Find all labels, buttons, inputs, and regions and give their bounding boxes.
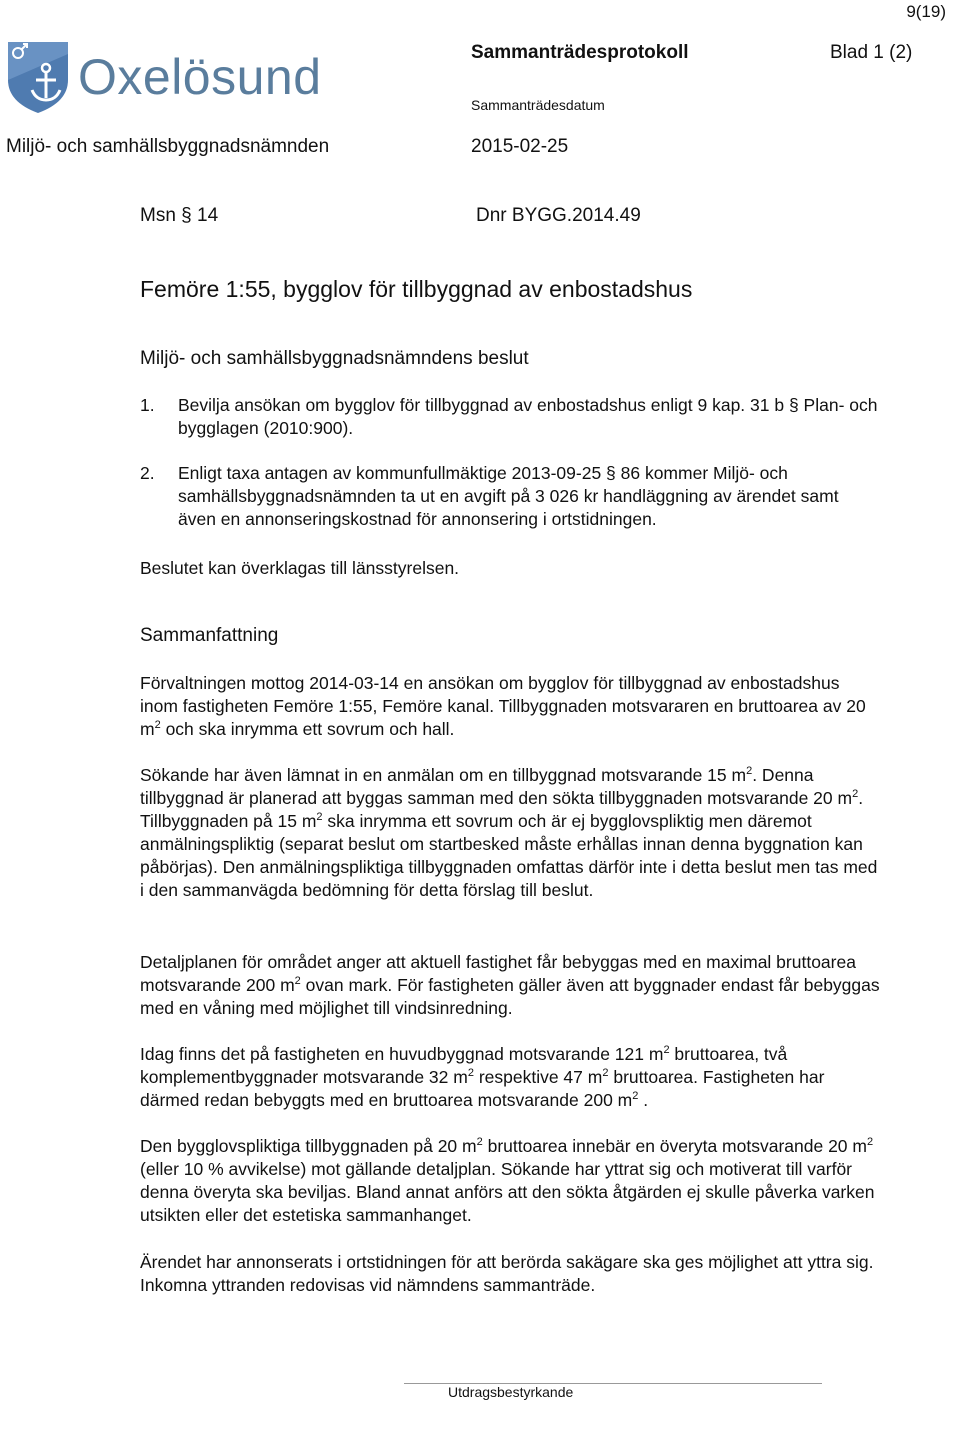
decision-item-text: Enligt taxa antagen av kommunfullmäktige 2013-09-25 § 86 kommer Miljö- och samhällsbyggnadsnämnden ta ut en avgift på 3 026 kr handläggning av ärendet samt även en annonseringskostnad för annonsering i ortstidningen. [178,463,839,529]
certification-label: Utdragsbestyrkande [448,1384,574,1400]
decision-list [140,394,880,553]
committee-name: Miljö- och samhällsbyggnadsnämnden [6,136,330,157]
document-type: Sammanträdesprotokoll [471,42,689,63]
case-number: Dnr BYGG.2014.49 [476,205,641,226]
coat-of-arms-icon [6,40,76,115]
decision-item [140,462,880,531]
summary-paragraph: Ärendet har annonserats i ortstidningen för att berörda sakägare ska ges möjlighet att yttra sig. Inkomna yttranden redovisas vid nämndens sammanträde. [140,1252,874,1295]
summary-paragraph: Detaljplanen för området anger att aktuell fastighet får bebyggas med en maximal bruttoarea motsvarande 200 $m^2$ ovan mark. För fastigheten gäller även att byggnader endast får bebyggas med en våning med möjlighet till vindsinredning. [140,952,880,1018]
summary-heading: Sammanfattning [140,625,279,646]
page-number: 9(19) [906,2,946,21]
decision-heading: Miljö- och samhällsbyggnadsnämndens beslut [140,348,529,369]
appeal-note: Beslutet kan överklagas till länsstyrelsen. [140,558,460,578]
case-title: Femöre 1:55, bygglov för tillbyggnad av enbostadshus [140,276,693,302]
decision-item [140,394,880,440]
summary-paragraph: Idag finns det på fastigheten en huvudbyggnad motsvarande 121 $m^2$ bruttoarea, två komplementbyggnader motsvarande 32 $m^2$ respektive 47 $m^2$ bruttoarea. Fastigheten har därmed redan bebyggts med en bruttoarea motsvarande 200 $m^2$ . [140,1044,825,1110]
paragraph-reference: Msn § 14 [140,205,219,226]
decision-item-number: 2. [140,463,155,483]
summary-paragraph: Förvaltningen mottog 2014-03-14 en ansökan om bygglov för tillbyggnad av enbostadshus inom fastigheten Femöre 1:55, Femöre kanal. Tillbyggnaden motsvararen en bruttoarea av 20 $m^2$ och ska inrymma ett sovrum och hall. [140,673,866,739]
decision-item-text: Bevilja ansökan om bygglov för tillbyggnad av enbostadshus enligt 9 kap. 31 b § Plan- och bygglagen (2010:900). [178,395,878,438]
logo-wordmark: Oxelösund [78,49,322,105]
sheet-number: Blad 1 (2) [830,42,913,63]
decision-item-number: 1. [140,395,155,415]
meeting-date: 2015-02-25 [471,136,569,157]
meeting-date-label: Sammanträdesdatum [471,97,605,113]
summary-paragraph: Den bygglovspliktiga tillbyggnaden på 20 $m^2$ bruttoarea innebär en överyta motsvarande 20 $m^2$ (eller 10 % avvikelse) mot gällande detaljplan. Sökande har yttrat sig och motiverat till varför denna överyta ska beviljas. Bland annat anförs att den sökta åtgärden ej skulle påverka varken utsikten eller det estetiska sammanhanget. [140,1136,875,1225]
summary-paragraph: Sökande har även lämnat in en anmälan om en tillbyggnad motsvarande 15 $m^2$. Denna tillbyggnad är planerad att byggas samman med den sökta tillbyggnaden motsvarande 20 $m^2$. Tillbyggnaden på 15 $m^2$ ska inrymma ett sovrum och är ej bygglovspliktig men däremot anmälningspliktig (separat beslut om startbesked måste erhållas innan denna byggnation kan påbörjas). Den anmälningspliktiga tillbyggnaden omfattas därför inte i detta beslut men tas med i den sammanvägda bedömning för detta förslag till beslut. [140,765,878,900]
